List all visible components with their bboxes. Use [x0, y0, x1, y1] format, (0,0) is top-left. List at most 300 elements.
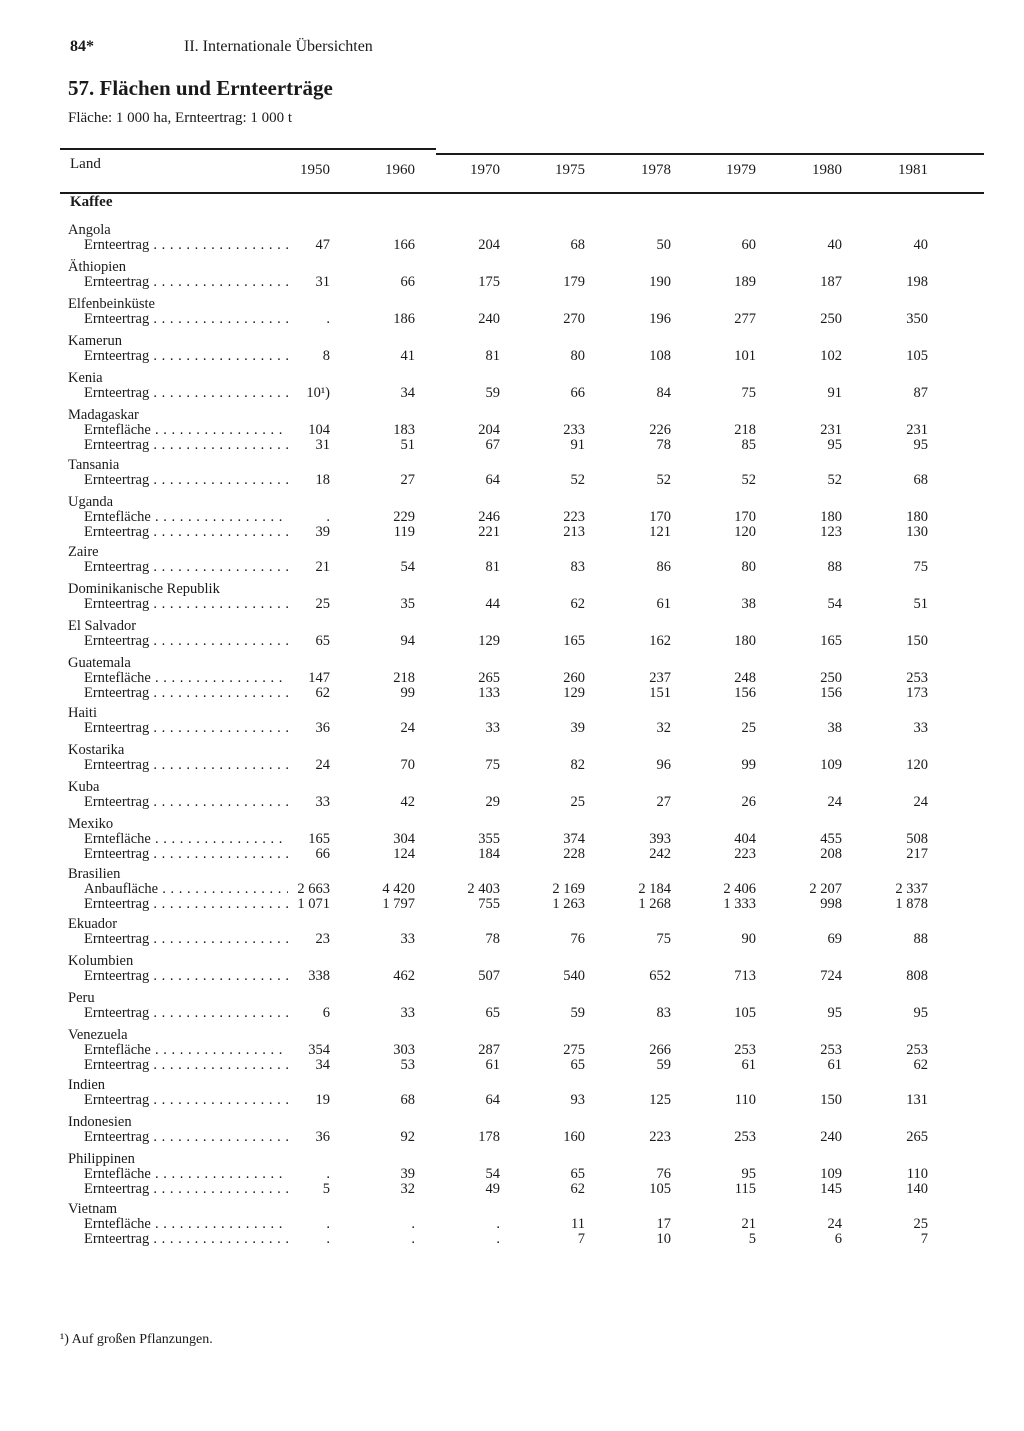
table-cell: 105	[734, 1005, 756, 1021]
measure-label	[84, 525, 288, 540]
table-cell: 78	[485, 931, 500, 947]
country-block	[60, 742, 990, 773]
table-cell: 151	[649, 685, 671, 701]
table-row	[60, 634, 990, 649]
table-cell: 166	[393, 237, 415, 253]
table-cell: 76	[656, 1166, 671, 1182]
measure-label	[84, 275, 288, 290]
table-cell: 253	[734, 1042, 756, 1058]
table-cell: 1 797	[382, 896, 415, 912]
table-cell: 24	[827, 794, 842, 810]
table-cell: .	[411, 1216, 415, 1232]
table-cell: 2 207	[809, 881, 842, 897]
table-cell: 350	[906, 311, 928, 327]
table-cell: 61	[485, 1057, 500, 1073]
table-cell: 228	[563, 846, 585, 862]
measure-label	[84, 1130, 288, 1145]
table-cell: 78	[656, 437, 671, 453]
table-cell: 187	[820, 274, 842, 290]
table-cell: 84	[656, 385, 671, 401]
country-block	[60, 916, 990, 947]
table-cell: .	[326, 1166, 330, 1182]
table-cell: 80	[570, 348, 585, 364]
table-row	[60, 473, 990, 488]
table-cell: 229	[393, 509, 415, 525]
table-cell: 53	[400, 1057, 415, 1073]
table-cell: 36	[315, 720, 330, 736]
table-cell: 147	[308, 670, 330, 686]
table-cell: 47	[315, 237, 330, 253]
column-header-year: 1980	[812, 162, 842, 178]
table-cell: 65	[485, 1005, 500, 1021]
measure-label-text: Ernteertrag	[84, 312, 150, 327]
table-cell: 4 420	[382, 881, 415, 897]
table-cell: 52	[570, 472, 585, 488]
measure-label-text: Ernteertrag	[84, 473, 150, 488]
table-cell: 253	[734, 1129, 756, 1145]
table-cell: 51	[913, 596, 928, 612]
measure-label-text: Ernteertrag	[84, 386, 150, 401]
country-name: Dominikanische Republik	[68, 581, 220, 597]
table-cell: 186	[393, 311, 415, 327]
table-row	[60, 560, 990, 575]
table-cell: 231	[906, 422, 928, 438]
measure-label-text: Ernteertrag	[84, 525, 150, 540]
table-cell: 5	[322, 1181, 330, 1197]
country-name: Kuba	[68, 779, 100, 795]
table-row	[60, 758, 990, 773]
table-cell: 27	[656, 794, 671, 810]
section-label-text: Kaffee	[70, 194, 113, 210]
table-cell: 33	[400, 1005, 415, 1021]
country-block	[60, 779, 990, 810]
measure-label	[84, 1217, 288, 1232]
table-cell: 25	[570, 794, 585, 810]
country-block	[60, 333, 990, 364]
table-cell: 34	[400, 385, 415, 401]
measure-label-text: Ernteertrag	[84, 758, 150, 773]
table-cell: 6	[322, 1005, 330, 1021]
table-cell: 81	[485, 348, 500, 364]
measure-label-text: Erntefläche	[84, 1217, 151, 1232]
table-cell: 231	[820, 422, 842, 438]
table-cell: 36	[315, 1129, 330, 1145]
measure-label	[84, 882, 288, 897]
table-cell: 50	[656, 237, 671, 253]
table-row	[60, 275, 990, 290]
table-cell: 99	[741, 757, 756, 773]
table-cell: 83	[656, 1005, 671, 1021]
section-label	[60, 192, 990, 220]
table-cell: 248	[734, 670, 756, 686]
column-header-year: 1979	[726, 162, 756, 178]
table-cell: 29	[485, 794, 500, 810]
country-block	[60, 1151, 990, 1197]
table-cell: 91	[827, 385, 842, 401]
country-name: Venezuela	[68, 1027, 128, 1043]
table-cell: 33	[315, 794, 330, 810]
table-cell: 190	[649, 274, 671, 290]
country-block	[60, 544, 990, 575]
table-cell: 31	[315, 437, 330, 453]
country-block	[60, 705, 990, 736]
country-name: Ekuador	[68, 916, 118, 932]
table-cell: 455	[820, 831, 842, 847]
country-block	[60, 953, 990, 984]
column-header-year: 1970	[470, 162, 500, 178]
table-cell: 105	[906, 348, 928, 364]
table-row	[60, 686, 990, 701]
table-cell: 24	[400, 720, 415, 736]
table-cell: 120	[734, 524, 756, 540]
table-cell: 24	[315, 757, 330, 773]
country-name: Kenia	[68, 370, 103, 386]
table-cell: 196	[649, 311, 671, 327]
table-cell: 49	[485, 1181, 500, 1197]
table-cell: 204	[478, 422, 500, 438]
table-cell: 59	[570, 1005, 585, 1021]
table-cell: 95	[827, 437, 842, 453]
table-cell: 266	[649, 1042, 671, 1058]
table-cell: 183	[393, 422, 415, 438]
measure-label	[84, 1167, 288, 1182]
country-name: Tansania	[68, 457, 120, 473]
country-name: Uganda	[68, 494, 114, 510]
measure-label	[84, 671, 288, 686]
country-block	[60, 655, 990, 701]
column-header-year: 1981	[898, 162, 928, 178]
table-cell: 304	[393, 831, 415, 847]
table-cell: 52	[741, 472, 756, 488]
table-cell: 83	[570, 559, 585, 575]
table-cell: 189	[734, 274, 756, 290]
measure-label-text: Erntefläche	[84, 1043, 151, 1058]
table-cell: 175	[478, 274, 500, 290]
table-cell: 179	[563, 274, 585, 290]
table-cell: 87	[913, 385, 928, 401]
column-header-year: 1950	[300, 162, 330, 178]
table-cell: 6	[834, 1231, 842, 1247]
table-cell: 507	[478, 968, 500, 984]
table-cell: 165	[563, 633, 585, 649]
table-cell: 109	[820, 1166, 842, 1182]
column-header-year: 1960	[385, 162, 415, 178]
table-cell: 508	[906, 831, 928, 847]
table-cell: 33	[913, 720, 928, 736]
table-cell: 1 071	[297, 896, 330, 912]
table-cell: 54	[827, 596, 842, 612]
table-row	[60, 671, 990, 686]
table-cell: 40	[913, 237, 928, 253]
country-name: Vietnam	[68, 1201, 118, 1217]
table-cell: 24	[827, 1216, 842, 1232]
table-cell: 108	[649, 348, 671, 364]
table-cell: 17	[656, 1216, 671, 1232]
table-cell: 223	[649, 1129, 671, 1145]
measure-label-text: Ernteertrag	[84, 969, 150, 984]
table-cell: 62	[570, 596, 585, 612]
table-cell: 52	[656, 472, 671, 488]
country-block	[60, 1114, 990, 1145]
table-cell: 21	[315, 559, 330, 575]
country-name: Peru	[68, 990, 95, 1006]
country-name: Madagaskar	[68, 407, 139, 423]
table-cell: 198	[906, 274, 928, 290]
table-cell: 165	[308, 831, 330, 847]
country-block	[60, 370, 990, 401]
table-cell: 2 663	[297, 881, 330, 897]
table-cell: 123	[820, 524, 842, 540]
table-cell: 85	[741, 437, 756, 453]
table-cell: 95	[913, 437, 928, 453]
table-cell: 94	[400, 633, 415, 649]
table-cell: 393	[649, 831, 671, 847]
table-cell: 38	[827, 720, 842, 736]
measure-label	[84, 847, 288, 862]
table-cell: 39	[570, 720, 585, 736]
table-cell: 105	[649, 1181, 671, 1197]
table-cell: .	[326, 1216, 330, 1232]
table-row	[60, 238, 990, 253]
measure-label-text: Ernteertrag	[84, 1130, 150, 1145]
table-cell: 52	[827, 472, 842, 488]
table-cell: 66	[315, 846, 330, 862]
table-cell: 374	[563, 831, 585, 847]
table-cell: 95	[741, 1166, 756, 1182]
table-cell: 170	[734, 509, 756, 525]
table-cell: 338	[308, 968, 330, 984]
table-cell: 62	[315, 685, 330, 701]
table-cell: 140	[906, 1181, 928, 1197]
table-cell: 88	[827, 559, 842, 575]
table-cell: 2 184	[638, 881, 671, 897]
measure-label-text: Ernteertrag	[84, 847, 150, 862]
table-cell: 462	[393, 968, 415, 984]
measure-label	[84, 832, 288, 847]
table-cell: 32	[656, 720, 671, 736]
table-cell: 221	[478, 524, 500, 540]
table-cell: 250	[820, 670, 842, 686]
table-cell: 25	[315, 596, 330, 612]
table-cell: 165	[820, 633, 842, 649]
table-cell: 64	[485, 1092, 500, 1108]
table-units: Fläche: 1 000 ha, Ernteertrag: 1 000 t	[68, 110, 293, 126]
table-row	[60, 969, 990, 984]
table-cell: 66	[570, 385, 585, 401]
table-cell: 61	[741, 1057, 756, 1073]
table-cell: 61	[827, 1057, 842, 1073]
table-row	[60, 882, 990, 897]
table-cell: 91	[570, 437, 585, 453]
table-cell: 26	[741, 794, 756, 810]
table-cell: 540	[563, 968, 585, 984]
table-row	[60, 847, 990, 862]
table-cell: 24	[913, 794, 928, 810]
measure-label-text: Ernteertrag	[84, 349, 150, 364]
table-cell: 110	[906, 1166, 928, 1182]
table-cell: 92	[400, 1129, 415, 1145]
country-name: Indien	[68, 1077, 106, 1093]
measure-label-text: Ernteertrag	[84, 634, 150, 649]
measure-label	[84, 686, 288, 701]
footnote: ¹) Auf großen Pflanzungen.	[60, 1332, 213, 1347]
table-row	[60, 1093, 990, 1108]
measure-label	[84, 438, 288, 453]
table-row	[60, 1006, 990, 1021]
table-cell: 31	[315, 274, 330, 290]
country-block	[60, 990, 990, 1021]
table-row	[60, 932, 990, 947]
country-block	[60, 1027, 990, 1073]
table-row	[60, 597, 990, 612]
table-cell: 102	[820, 348, 842, 364]
table-cell: 75	[485, 757, 500, 773]
country-block	[60, 1077, 990, 1108]
table-cell: 287	[478, 1042, 500, 1058]
table-cell: 130	[906, 524, 928, 540]
country-block	[60, 816, 990, 862]
measure-label	[84, 1232, 288, 1247]
table-cell: 59	[656, 1057, 671, 1073]
table-cell: 156	[820, 685, 842, 701]
country-block	[60, 618, 990, 649]
table-cell: 178	[478, 1129, 500, 1145]
table-cell: 80	[741, 559, 756, 575]
measure-label-text: Anbaufläche	[84, 882, 159, 897]
measure-label	[84, 758, 288, 773]
table-cell: 808	[906, 968, 928, 984]
table-cell: 237	[649, 670, 671, 686]
table-cell: 39	[400, 1166, 415, 1182]
table-cell: 75	[741, 385, 756, 401]
table-cell: 86	[656, 559, 671, 575]
measure-label	[84, 1043, 288, 1058]
table-cell: 75	[656, 931, 671, 947]
table-cell: 998	[820, 896, 842, 912]
table-cell: 2 403	[467, 881, 500, 897]
country-name: Indonesien	[68, 1114, 132, 1130]
table-row	[60, 795, 990, 810]
measure-label-text: Ernteertrag	[84, 438, 150, 453]
table-cell: 40	[827, 237, 842, 253]
table-row	[60, 1182, 990, 1197]
table-cell: 76	[570, 931, 585, 947]
table-cell: 355	[478, 831, 500, 847]
table-row	[60, 1217, 990, 1232]
table-cell: 10	[656, 1231, 671, 1247]
table-cell: 404	[734, 831, 756, 847]
table-row	[60, 423, 990, 438]
table-cell: 69	[827, 931, 842, 947]
measure-label	[84, 1058, 288, 1073]
measure-label-text: Erntefläche	[84, 510, 151, 525]
table-cell: 204	[478, 237, 500, 253]
table-cell: 150	[906, 633, 928, 649]
table-cell: 265	[478, 670, 500, 686]
table-cell: 11	[571, 1216, 585, 1232]
table-row	[60, 510, 990, 525]
table-cell: 240	[820, 1129, 842, 1145]
table-cell: 110	[734, 1092, 756, 1108]
table-cell: 184	[478, 846, 500, 862]
table-cell: 67	[485, 437, 500, 453]
measure-label	[84, 423, 288, 438]
country-block	[60, 296, 990, 327]
measure-label	[84, 560, 288, 575]
table-cell: 156	[734, 685, 756, 701]
table-cell: 23	[315, 931, 330, 947]
table-cell: 81	[485, 559, 500, 575]
table-cell: 145	[820, 1181, 842, 1197]
table-row	[60, 349, 990, 364]
table-cell: 226	[649, 422, 671, 438]
table-cell: 95	[827, 1005, 842, 1021]
country-name: El Salvador	[68, 618, 137, 634]
table-cell: 218	[393, 670, 415, 686]
country-name: Philippinen	[68, 1151, 135, 1167]
table-cell: 68	[570, 237, 585, 253]
table-header-row	[60, 152, 990, 192]
page-number: 84*	[70, 38, 94, 55]
table-cell: 38	[741, 596, 756, 612]
measure-label	[84, 1182, 288, 1197]
table-title: 57. Flächen und Ernteerträge	[68, 76, 333, 100]
measure-label-text: Ernteertrag	[84, 275, 150, 290]
measure-label-text: Ernteertrag	[84, 1232, 150, 1247]
country-block	[60, 407, 990, 453]
table-cell: 93	[570, 1092, 585, 1108]
table-row	[60, 525, 990, 540]
table-cell: 82	[570, 757, 585, 773]
table-cell: 124	[393, 846, 415, 862]
table-cell: 95	[913, 1005, 928, 1021]
table-cell: 62	[570, 1181, 585, 1197]
table-cell: 18	[315, 472, 330, 488]
table-cell: 62	[913, 1057, 928, 1073]
table-cell: 150	[820, 1092, 842, 1108]
table-cell: 104	[308, 422, 330, 438]
measure-label-text: Erntefläche	[84, 1167, 151, 1182]
table-cell: 19	[315, 1092, 330, 1108]
table-cell: .	[326, 311, 330, 327]
country-block	[60, 1201, 990, 1247]
table-cell: 133	[478, 685, 500, 701]
table-cell: 41	[400, 348, 415, 364]
table-cell: 253	[906, 1042, 928, 1058]
table-cell: 109	[820, 757, 842, 773]
measure-label	[84, 634, 288, 649]
measure-label-text: Erntefläche	[84, 832, 151, 847]
table-row	[60, 438, 990, 453]
table-cell: 1 333	[723, 896, 756, 912]
table-cell: 217	[906, 846, 928, 862]
table-cell: 170	[649, 509, 671, 525]
table-cell: 2 406	[723, 881, 756, 897]
table-cell: 180	[820, 509, 842, 525]
table-cell: 1 263	[552, 896, 585, 912]
table-cell: 250	[820, 311, 842, 327]
table-cell: 25	[741, 720, 756, 736]
table-cell: 10¹)	[306, 385, 330, 401]
table-cell: 101	[734, 348, 756, 364]
measure-label	[84, 473, 288, 488]
table-cell: 42	[400, 794, 415, 810]
measure-label	[84, 795, 288, 810]
country-name: Haiti	[68, 705, 97, 721]
country-name: Äthiopien	[68, 259, 126, 275]
measure-label-text: Ernteertrag	[84, 686, 150, 701]
table-cell: 5	[748, 1231, 756, 1247]
